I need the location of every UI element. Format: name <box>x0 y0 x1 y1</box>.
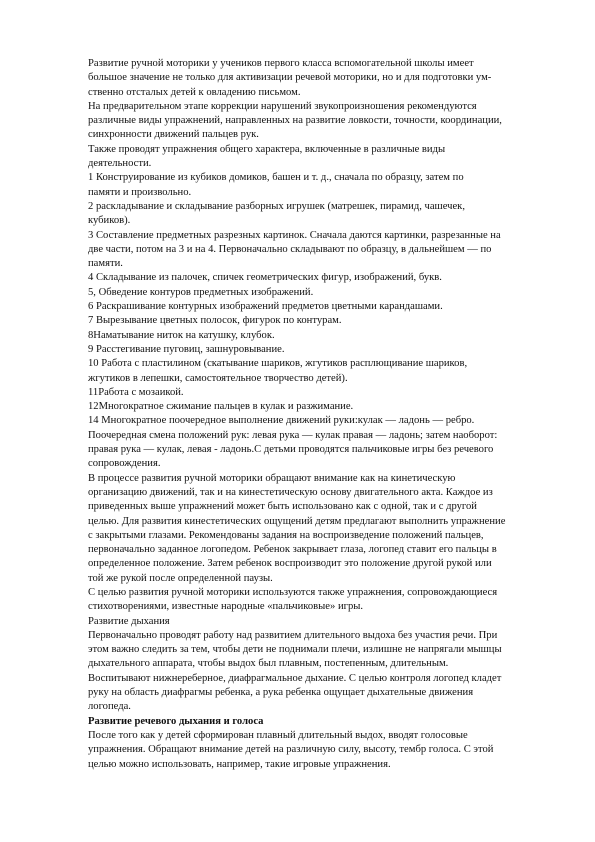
text-line: различные виды упражнений, направленных на развитие ловкости, точности, координации, <box>88 115 502 127</box>
document-page <box>88 57 540 772</box>
list-item: 2 раскладывание и складывание разборных игрушек (матрешек, пирамид, чашечек, <box>88 200 465 212</box>
text-line: С целью развития ручной моторики используются также упражнения, сопровождающиеся <box>88 586 498 598</box>
text-line: первоначально заданное логопедом. Ребенок закрывает глаза, логопед ставит его пальцы в <box>88 544 497 556</box>
text-line: стихотворениями, известные народные «пальчиковые» игры. <box>88 601 364 613</box>
list-item: 5, Обведение контуров предметных изображений. <box>88 286 314 298</box>
text-line: целью. Для развития кинестетических ощущений детям предлагают выполнить упражнение <box>88 515 506 527</box>
list-item: кубиков). <box>88 215 131 227</box>
section-heading: Развитие дыхания <box>88 615 170 627</box>
list-item: 7 Вырезывание цветных полосок, фигурок по контурам. <box>88 315 342 327</box>
list-item: 8Наматывание ниток на катушку, клубок. <box>88 329 275 341</box>
list-item: 10 Работа с пластилином (скатывание шариков, жгутиков расплющивание шариков, <box>88 358 468 370</box>
list-item: 14 Многократное поочередное выполнение движений руки:кулак — ладонь — ребро. <box>88 415 475 427</box>
text-line: Первоначально проводят работу над развитием длительного выдоха без участия речи. При <box>88 629 498 641</box>
text-line: Также проводят упражнения общего характера, включенные в различные виды <box>88 143 446 155</box>
list-item: 12Многократное сжимание пальцев в кулак и разжимание. <box>88 401 354 413</box>
text-line: этом важно следить за тем, чтобы дети не поднимали плечи, излишне не напрягали мышцы <box>88 644 502 656</box>
text-line: ственно отсталых детей к овладению письмом. <box>88 86 301 98</box>
text-line: большое значение не только для активизации речевой моторики, но и для подготовки ум- <box>88 72 492 84</box>
text-line: целью можно использовать, например, такие игровые упражнения. <box>88 758 391 770</box>
list-item: 1 Конструирование из кубиков домиков, башен и т. д., сначала по образцу, затем по <box>88 172 464 184</box>
list-item: жгутиков в лепешки, самостоятельное творчество детей). <box>88 372 348 384</box>
list-item: 3 Составление предметных разрезных картинок. Сначала даются картинки, разрезанные на <box>88 229 501 241</box>
list-item: 9 Расстегивание пуговиц, зашнуровывание. <box>88 343 285 355</box>
text-line: с закрытыми глазами. Рекомендованы задания на воспроизведение положений пальцев, <box>88 529 484 541</box>
list-item: 11Работа с мозаикой. <box>88 386 184 398</box>
text-line: После того как у детей сформирован плавный длительный выдох, вводят голосовые <box>88 729 468 741</box>
text-line: сопровождения. <box>88 458 161 470</box>
text-line: синхронности движений пальцев рук. <box>88 129 259 141</box>
text-line: правая рука — кулак, левая - ладонь.С детьми проводятся пальчиковые игры без речевого <box>88 444 494 456</box>
text-line: упражнения. Обращают внимание детей на различную силу, высоту, тембр голоса. С этой <box>88 744 494 756</box>
list-item: памяти. <box>88 258 123 270</box>
list-item: памяти и произвольно. <box>88 186 192 198</box>
section-heading-bold: Развитие речевого дыхания и голоса <box>88 715 264 727</box>
text-line: дыхательного аппарата, чтобы выдох был плавным, постепенным, длительным. <box>88 658 449 670</box>
list-item: 6 Раскрашивание контурных изображений предметов цветными карандашами. <box>88 301 443 313</box>
text-line: Поочередная смена положений рук: левая рука — кулак правая — ладонь; затем наоборот: <box>88 429 498 441</box>
text-line: руку на область диафрагмы ребенка, а рука ребенка ощущает дыхательные движения <box>88 687 474 699</box>
text-line: Развитие ручной моторики у учеников первого класса вспомогательной школы имеет <box>88 58 474 69</box>
list-item: две части, потом на 3 и на 4. Первоначально складывают по образцу, в дальнейшем — по <box>88 243 492 255</box>
text-line: логопеда. <box>88 701 131 713</box>
text-line: В процессе развития ручной моторики обращают внимание как на кинетическую <box>88 472 456 484</box>
text-line: деятельности. <box>88 158 152 170</box>
text-line: определенное положение. Затем ребенок воспроизводит это положение другой рукой или <box>88 558 492 570</box>
text-line: приведенных выше упражнений может быть использовано как с одной, так и с другой <box>88 501 477 513</box>
text-line: На предварительном этапе коррекции нарушений звукопроизношения рекомендуются <box>88 100 477 112</box>
text-line: организацию движений, так и на кинестетическую основу двигательного акта. Каждое из <box>88 486 493 498</box>
text-line: той же рукой после определенной паузы. <box>88 572 273 584</box>
list-item: 4 Складывание из палочек, спичек геометрических фигур, изображений, букв. <box>88 272 442 284</box>
text-line: Воспитывают нижнереберное, диафрагмальное дыхание. С целью контроля логопед кладет <box>88 672 502 684</box>
